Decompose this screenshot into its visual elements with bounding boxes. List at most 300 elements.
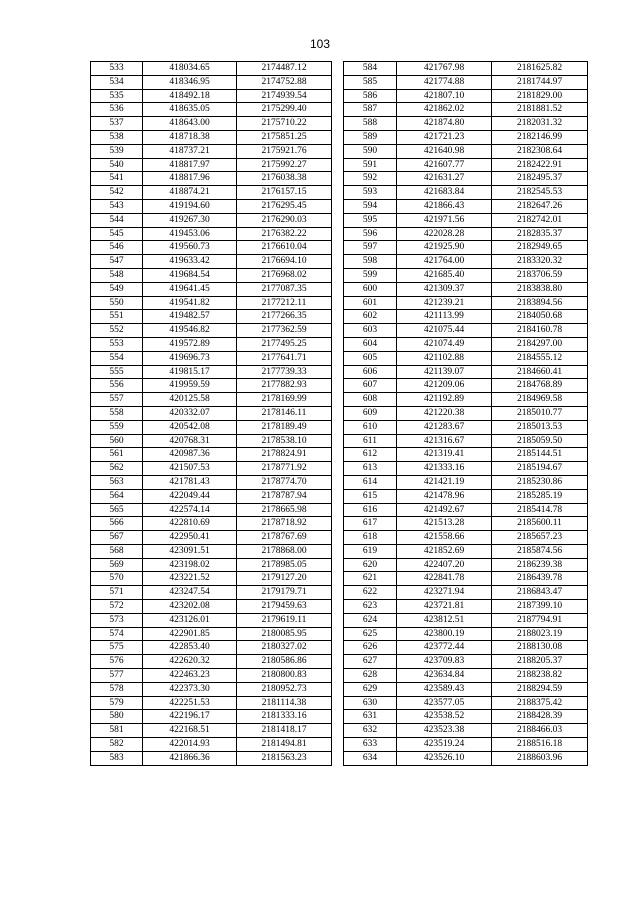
point-number-cell: 613: [344, 462, 397, 476]
x-coordinate-cell: 418346.95: [143, 75, 237, 89]
x-coordinate-cell: 421685.40: [397, 268, 492, 282]
table-row: [344, 724, 588, 738]
x-coordinate-cell: 421781.43: [143, 475, 237, 489]
point-number-cell: 540: [91, 158, 143, 172]
x-coordinate-cell: 421874.80: [397, 117, 492, 131]
table-row: [91, 199, 332, 213]
table-row: [344, 130, 588, 144]
y-coordinate-cell: 2188294.59: [492, 682, 588, 696]
point-number-cell: 632: [344, 724, 397, 738]
x-coordinate-cell: 423526.10: [397, 751, 492, 765]
y-coordinate-cell: 2178169.99: [237, 393, 332, 407]
table-row: [91, 420, 332, 434]
table-row: [344, 268, 588, 282]
y-coordinate-cell: 2182422.91: [492, 158, 588, 172]
y-coordinate-cell: 2181333.16: [237, 710, 332, 724]
point-number-cell: 623: [344, 600, 397, 614]
x-coordinate-cell: 423126.01: [143, 613, 237, 627]
coordinate-table-right: [343, 61, 588, 766]
point-number-cell: 559: [91, 420, 143, 434]
point-number-cell: 588: [344, 117, 397, 131]
point-number-cell: 598: [344, 255, 397, 269]
x-coordinate-cell: 418874.21: [143, 186, 237, 200]
point-number-cell: 584: [344, 62, 397, 76]
x-coordinate-cell: 421074.49: [397, 337, 492, 351]
x-coordinate-cell: 421866.43: [397, 199, 492, 213]
table-row: [344, 462, 588, 476]
y-coordinate-cell: 2177362.59: [237, 324, 332, 338]
point-number-cell: 585: [344, 75, 397, 89]
table-row: [344, 296, 588, 310]
table-row: [91, 558, 332, 572]
x-coordinate-cell: 419267.30: [143, 213, 237, 227]
y-coordinate-cell: 2175921.76: [237, 144, 332, 158]
x-coordinate-cell: 421866.36: [143, 751, 237, 765]
table-row: [91, 489, 332, 503]
point-number-cell: 631: [344, 710, 397, 724]
table-row: [344, 103, 588, 117]
table-row: [91, 158, 332, 172]
y-coordinate-cell: 2185230.86: [492, 475, 588, 489]
x-coordinate-cell: 421683.84: [397, 186, 492, 200]
point-number-cell: 603: [344, 324, 397, 338]
point-number-cell: 599: [344, 268, 397, 282]
table-row: [91, 186, 332, 200]
table-row: [344, 627, 588, 641]
table-row: [91, 682, 332, 696]
y-coordinate-cell: 2176610.04: [237, 241, 332, 255]
point-number-cell: 630: [344, 696, 397, 710]
y-coordinate-cell: 2179619.11: [237, 613, 332, 627]
point-number-cell: 618: [344, 531, 397, 545]
y-coordinate-cell: 2176968.02: [237, 268, 332, 282]
table-row: [344, 255, 588, 269]
x-coordinate-cell: 421607.77: [397, 158, 492, 172]
x-coordinate-cell: 422251.53: [143, 696, 237, 710]
table-row: [344, 199, 588, 213]
x-coordinate-cell: 422901.85: [143, 627, 237, 641]
y-coordinate-cell: 2181625.82: [492, 62, 588, 76]
table-row: [344, 158, 588, 172]
table-row: [344, 613, 588, 627]
point-number-cell: 547: [91, 255, 143, 269]
y-coordinate-cell: 2174939.54: [237, 89, 332, 103]
x-coordinate-cell: 422841.78: [397, 572, 492, 586]
y-coordinate-cell: 2188466.03: [492, 724, 588, 738]
table-row: [91, 738, 332, 752]
y-coordinate-cell: 2181563.23: [237, 751, 332, 765]
table-row: [91, 268, 332, 282]
x-coordinate-cell: 421925.90: [397, 241, 492, 255]
table-row: [91, 448, 332, 462]
x-coordinate-cell: 421309.37: [397, 282, 492, 296]
point-number-cell: 576: [91, 655, 143, 669]
table-row: [91, 531, 332, 545]
table-row: [344, 586, 588, 600]
y-coordinate-cell: 2176157.15: [237, 186, 332, 200]
table-row: [344, 89, 588, 103]
x-coordinate-cell: 421113.99: [397, 310, 492, 324]
x-coordinate-cell: 422049.44: [143, 489, 237, 503]
y-coordinate-cell: 2182308.64: [492, 144, 588, 158]
table-row: [91, 393, 332, 407]
table-row: [91, 75, 332, 89]
point-number-cell: 560: [91, 434, 143, 448]
x-coordinate-cell: 421421.19: [397, 475, 492, 489]
x-coordinate-cell: 421774.88: [397, 75, 492, 89]
table-row: [91, 117, 332, 131]
table-row: [344, 227, 588, 241]
point-number-cell: 563: [91, 475, 143, 489]
y-coordinate-cell: 2176038.38: [237, 172, 332, 186]
y-coordinate-cell: 2188603.96: [492, 751, 588, 765]
y-coordinate-cell: 2177212.11: [237, 296, 332, 310]
point-number-cell: 601: [344, 296, 397, 310]
x-coordinate-cell: 421807.10: [397, 89, 492, 103]
y-coordinate-cell: 2180327.02: [237, 641, 332, 655]
x-coordinate-cell: 419194.60: [143, 199, 237, 213]
x-coordinate-cell: 420542.08: [143, 420, 237, 434]
table-row: [344, 365, 588, 379]
point-number-cell: 617: [344, 517, 397, 531]
table-row: [91, 696, 332, 710]
point-number-cell: 556: [91, 379, 143, 393]
point-number-cell: 574: [91, 627, 143, 641]
y-coordinate-cell: 2185059.50: [492, 434, 588, 448]
y-coordinate-cell: 2178774.70: [237, 475, 332, 489]
point-number-cell: 615: [344, 489, 397, 503]
y-coordinate-cell: 2188130.08: [492, 641, 588, 655]
point-number-cell: 581: [91, 724, 143, 738]
table-row: [344, 641, 588, 655]
point-number-cell: 610: [344, 420, 397, 434]
y-coordinate-cell: 2177266.35: [237, 310, 332, 324]
point-number-cell: 533: [91, 62, 143, 76]
y-coordinate-cell: 2176295.45: [237, 199, 332, 213]
y-coordinate-cell: 2179459.63: [237, 600, 332, 614]
table-row: [344, 600, 588, 614]
point-number-cell: 595: [344, 213, 397, 227]
y-coordinate-cell: 2184969.58: [492, 393, 588, 407]
x-coordinate-cell: 423198.02: [143, 558, 237, 572]
table-row: [344, 489, 588, 503]
table-row: [91, 462, 332, 476]
point-number-cell: 593: [344, 186, 397, 200]
table-row: [91, 282, 332, 296]
point-number-cell: 537: [91, 117, 143, 131]
x-coordinate-cell: 422196.17: [143, 710, 237, 724]
y-coordinate-cell: 2182742.01: [492, 213, 588, 227]
point-number-cell: 607: [344, 379, 397, 393]
y-coordinate-cell: 2182031.32: [492, 117, 588, 131]
x-coordinate-cell: 422620.32: [143, 655, 237, 669]
table-row: [91, 724, 332, 738]
point-number-cell: 604: [344, 337, 397, 351]
y-coordinate-cell: 2187399.10: [492, 600, 588, 614]
x-coordinate-cell: 423709.83: [397, 655, 492, 669]
table-row: [344, 544, 588, 558]
x-coordinate-cell: 423271.94: [397, 586, 492, 600]
table-row: [91, 130, 332, 144]
y-coordinate-cell: 2185600.11: [492, 517, 588, 531]
y-coordinate-cell: 2175710.22: [237, 117, 332, 131]
table-row: [344, 517, 588, 531]
table-row: [344, 282, 588, 296]
y-coordinate-cell: 2184555.12: [492, 351, 588, 365]
y-coordinate-cell: 2185874.56: [492, 544, 588, 558]
point-number-cell: 597: [344, 241, 397, 255]
y-coordinate-cell: 2183894.56: [492, 296, 588, 310]
y-coordinate-cell: 2181494.81: [237, 738, 332, 752]
point-number-cell: 558: [91, 406, 143, 420]
point-number-cell: 592: [344, 172, 397, 186]
point-number-cell: 554: [91, 351, 143, 365]
table-row: [344, 379, 588, 393]
x-coordinate-cell: 423812.51: [397, 613, 492, 627]
point-number-cell: 633: [344, 738, 397, 752]
y-coordinate-cell: 2177087.35: [237, 282, 332, 296]
table-row: [91, 503, 332, 517]
table-row: [91, 351, 332, 365]
y-coordinate-cell: 2188238.82: [492, 669, 588, 683]
x-coordinate-cell: 421631.27: [397, 172, 492, 186]
y-coordinate-cell: 2182835.37: [492, 227, 588, 241]
x-coordinate-cell: 421767.98: [397, 62, 492, 76]
table-row: [91, 296, 332, 310]
x-coordinate-cell: 421239.21: [397, 296, 492, 310]
x-coordinate-cell: 422950.41: [143, 531, 237, 545]
y-coordinate-cell: 2188516.18: [492, 738, 588, 752]
point-number-cell: 606: [344, 365, 397, 379]
y-coordinate-cell: 2176290.03: [237, 213, 332, 227]
x-coordinate-cell: 422853.40: [143, 641, 237, 655]
point-number-cell: 541: [91, 172, 143, 186]
point-number-cell: 611: [344, 434, 397, 448]
table-row: [91, 89, 332, 103]
y-coordinate-cell: 2178718.92: [237, 517, 332, 531]
point-number-cell: 600: [344, 282, 397, 296]
point-number-cell: 591: [344, 158, 397, 172]
x-coordinate-cell: 422407.20: [397, 558, 492, 572]
point-number-cell: 564: [91, 489, 143, 503]
y-coordinate-cell: 2182647.26: [492, 199, 588, 213]
y-coordinate-cell: 2180952.73: [237, 682, 332, 696]
x-coordinate-cell: 421333.16: [397, 462, 492, 476]
x-coordinate-cell: 419815.17: [143, 365, 237, 379]
point-number-cell: 567: [91, 531, 143, 545]
x-coordinate-cell: 421192.89: [397, 393, 492, 407]
point-number-cell: 628: [344, 669, 397, 683]
x-coordinate-cell: 421862.02: [397, 103, 492, 117]
table-row: [91, 255, 332, 269]
point-number-cell: 590: [344, 144, 397, 158]
x-coordinate-cell: 418737.21: [143, 144, 237, 158]
y-coordinate-cell: 2182545.53: [492, 186, 588, 200]
point-number-cell: 589: [344, 130, 397, 144]
y-coordinate-cell: 2185010.77: [492, 406, 588, 420]
point-number-cell: 544: [91, 213, 143, 227]
x-coordinate-cell: 419633.42: [143, 255, 237, 269]
x-coordinate-cell: 423523.38: [397, 724, 492, 738]
point-number-cell: 579: [91, 696, 143, 710]
y-coordinate-cell: 2176694.10: [237, 255, 332, 269]
table-row: [344, 669, 588, 683]
table-row: [344, 144, 588, 158]
point-number-cell: 624: [344, 613, 397, 627]
y-coordinate-cell: 2184768.89: [492, 379, 588, 393]
y-coordinate-cell: 2178985.05: [237, 558, 332, 572]
table-row: [344, 655, 588, 669]
point-number-cell: 557: [91, 393, 143, 407]
point-number-cell: 553: [91, 337, 143, 351]
table-row: [91, 310, 332, 324]
point-number-cell: 577: [91, 669, 143, 683]
point-number-cell: 549: [91, 282, 143, 296]
y-coordinate-cell: 2177882.93: [237, 379, 332, 393]
y-coordinate-cell: 2178538.10: [237, 434, 332, 448]
table-row: [91, 241, 332, 255]
point-number-cell: 536: [91, 103, 143, 117]
x-coordinate-cell: 419684.54: [143, 268, 237, 282]
y-coordinate-cell: 2181829.00: [492, 89, 588, 103]
y-coordinate-cell: 2182495.37: [492, 172, 588, 186]
x-coordinate-cell: 423519.24: [397, 738, 492, 752]
x-coordinate-cell: 421316.67: [397, 434, 492, 448]
y-coordinate-cell: 2178824.91: [237, 448, 332, 462]
x-coordinate-cell: 423721.81: [397, 600, 492, 614]
y-coordinate-cell: 2188375.42: [492, 696, 588, 710]
point-number-cell: 608: [344, 393, 397, 407]
table-row: [91, 572, 332, 586]
table-row: [91, 172, 332, 186]
y-coordinate-cell: 2174752.88: [237, 75, 332, 89]
x-coordinate-cell: 423772.44: [397, 641, 492, 655]
x-coordinate-cell: 421971.56: [397, 213, 492, 227]
x-coordinate-cell: 421478.96: [397, 489, 492, 503]
point-number-cell: 578: [91, 682, 143, 696]
y-coordinate-cell: 2185657.23: [492, 531, 588, 545]
x-coordinate-cell: 422373.30: [143, 682, 237, 696]
point-number-cell: 634: [344, 751, 397, 765]
point-number-cell: 572: [91, 600, 143, 614]
x-coordinate-cell: 421507.53: [143, 462, 237, 476]
table-row: [91, 379, 332, 393]
y-coordinate-cell: 2178868.00: [237, 544, 332, 558]
y-coordinate-cell: 2177641.71: [237, 351, 332, 365]
point-number-cell: 583: [91, 751, 143, 765]
y-coordinate-cell: 2175851.25: [237, 130, 332, 144]
y-coordinate-cell: 2187794.91: [492, 613, 588, 627]
y-coordinate-cell: 2175992.27: [237, 158, 332, 172]
point-number-cell: 596: [344, 227, 397, 241]
table-row: [344, 393, 588, 407]
point-number-cell: 562: [91, 462, 143, 476]
x-coordinate-cell: 423202.08: [143, 600, 237, 614]
table-row: [344, 558, 588, 572]
point-number-cell: 546: [91, 241, 143, 255]
x-coordinate-cell: 421721.23: [397, 130, 492, 144]
table-row: [91, 213, 332, 227]
point-number-cell: 550: [91, 296, 143, 310]
y-coordinate-cell: 2180586.86: [237, 655, 332, 669]
page-number: 103: [309, 37, 331, 51]
point-number-cell: 619: [344, 544, 397, 558]
x-coordinate-cell: 421513.28: [397, 517, 492, 531]
x-coordinate-cell: 421209.06: [397, 379, 492, 393]
y-coordinate-cell: 2186239.38: [492, 558, 588, 572]
x-coordinate-cell: 423800.19: [397, 627, 492, 641]
point-number-cell: 609: [344, 406, 397, 420]
x-coordinate-cell: 419560.73: [143, 241, 237, 255]
point-number-cell: 543: [91, 199, 143, 213]
x-coordinate-cell: 421220.38: [397, 406, 492, 420]
x-coordinate-cell: 421319.41: [397, 448, 492, 462]
table-row: [91, 669, 332, 683]
point-number-cell: 538: [91, 130, 143, 144]
table-row: [344, 503, 588, 517]
table-row: [91, 641, 332, 655]
table-row: [91, 103, 332, 117]
y-coordinate-cell: 2180085.95: [237, 627, 332, 641]
table-row: [344, 572, 588, 586]
y-coordinate-cell: 2182949.65: [492, 241, 588, 255]
x-coordinate-cell: 422028.28: [397, 227, 492, 241]
x-coordinate-cell: 421640.98: [397, 144, 492, 158]
y-coordinate-cell: 2188023.19: [492, 627, 588, 641]
point-number-cell: 555: [91, 365, 143, 379]
table-row: [91, 406, 332, 420]
x-coordinate-cell: 423247.54: [143, 586, 237, 600]
point-number-cell: 602: [344, 310, 397, 324]
x-coordinate-cell: 419541.82: [143, 296, 237, 310]
y-coordinate-cell: 2181744.97: [492, 75, 588, 89]
table-row: [91, 324, 332, 338]
x-coordinate-cell: 420768.31: [143, 434, 237, 448]
point-number-cell: 614: [344, 475, 397, 489]
table-row: [91, 227, 332, 241]
table-row: [91, 710, 332, 724]
y-coordinate-cell: 2181418.17: [237, 724, 332, 738]
table-row: [91, 600, 332, 614]
point-number-cell: 552: [91, 324, 143, 338]
y-coordinate-cell: 2178787.94: [237, 489, 332, 503]
x-coordinate-cell: 419546.82: [143, 324, 237, 338]
y-coordinate-cell: 2181881.52: [492, 103, 588, 117]
y-coordinate-cell: 2185144.51: [492, 448, 588, 462]
y-coordinate-cell: 2186843.47: [492, 586, 588, 600]
y-coordinate-cell: 2178767.69: [237, 531, 332, 545]
x-coordinate-cell: 421283.67: [397, 420, 492, 434]
x-coordinate-cell: 421139.07: [397, 365, 492, 379]
y-coordinate-cell: 2182146.99: [492, 130, 588, 144]
x-coordinate-cell: 419641.45: [143, 282, 237, 296]
x-coordinate-cell: 418034.65: [143, 62, 237, 76]
table-row: [344, 434, 588, 448]
table-row: [344, 738, 588, 752]
y-coordinate-cell: 2184297.00: [492, 337, 588, 351]
point-number-cell: 627: [344, 655, 397, 669]
point-number-cell: 620: [344, 558, 397, 572]
point-number-cell: 571: [91, 586, 143, 600]
x-coordinate-cell: 418635.05: [143, 103, 237, 117]
y-coordinate-cell: 2184050.68: [492, 310, 588, 324]
point-number-cell: 605: [344, 351, 397, 365]
table-row: [91, 655, 332, 669]
table-row: [344, 75, 588, 89]
x-coordinate-cell: 422168.51: [143, 724, 237, 738]
x-coordinate-cell: 421102.88: [397, 351, 492, 365]
point-number-cell: 534: [91, 75, 143, 89]
